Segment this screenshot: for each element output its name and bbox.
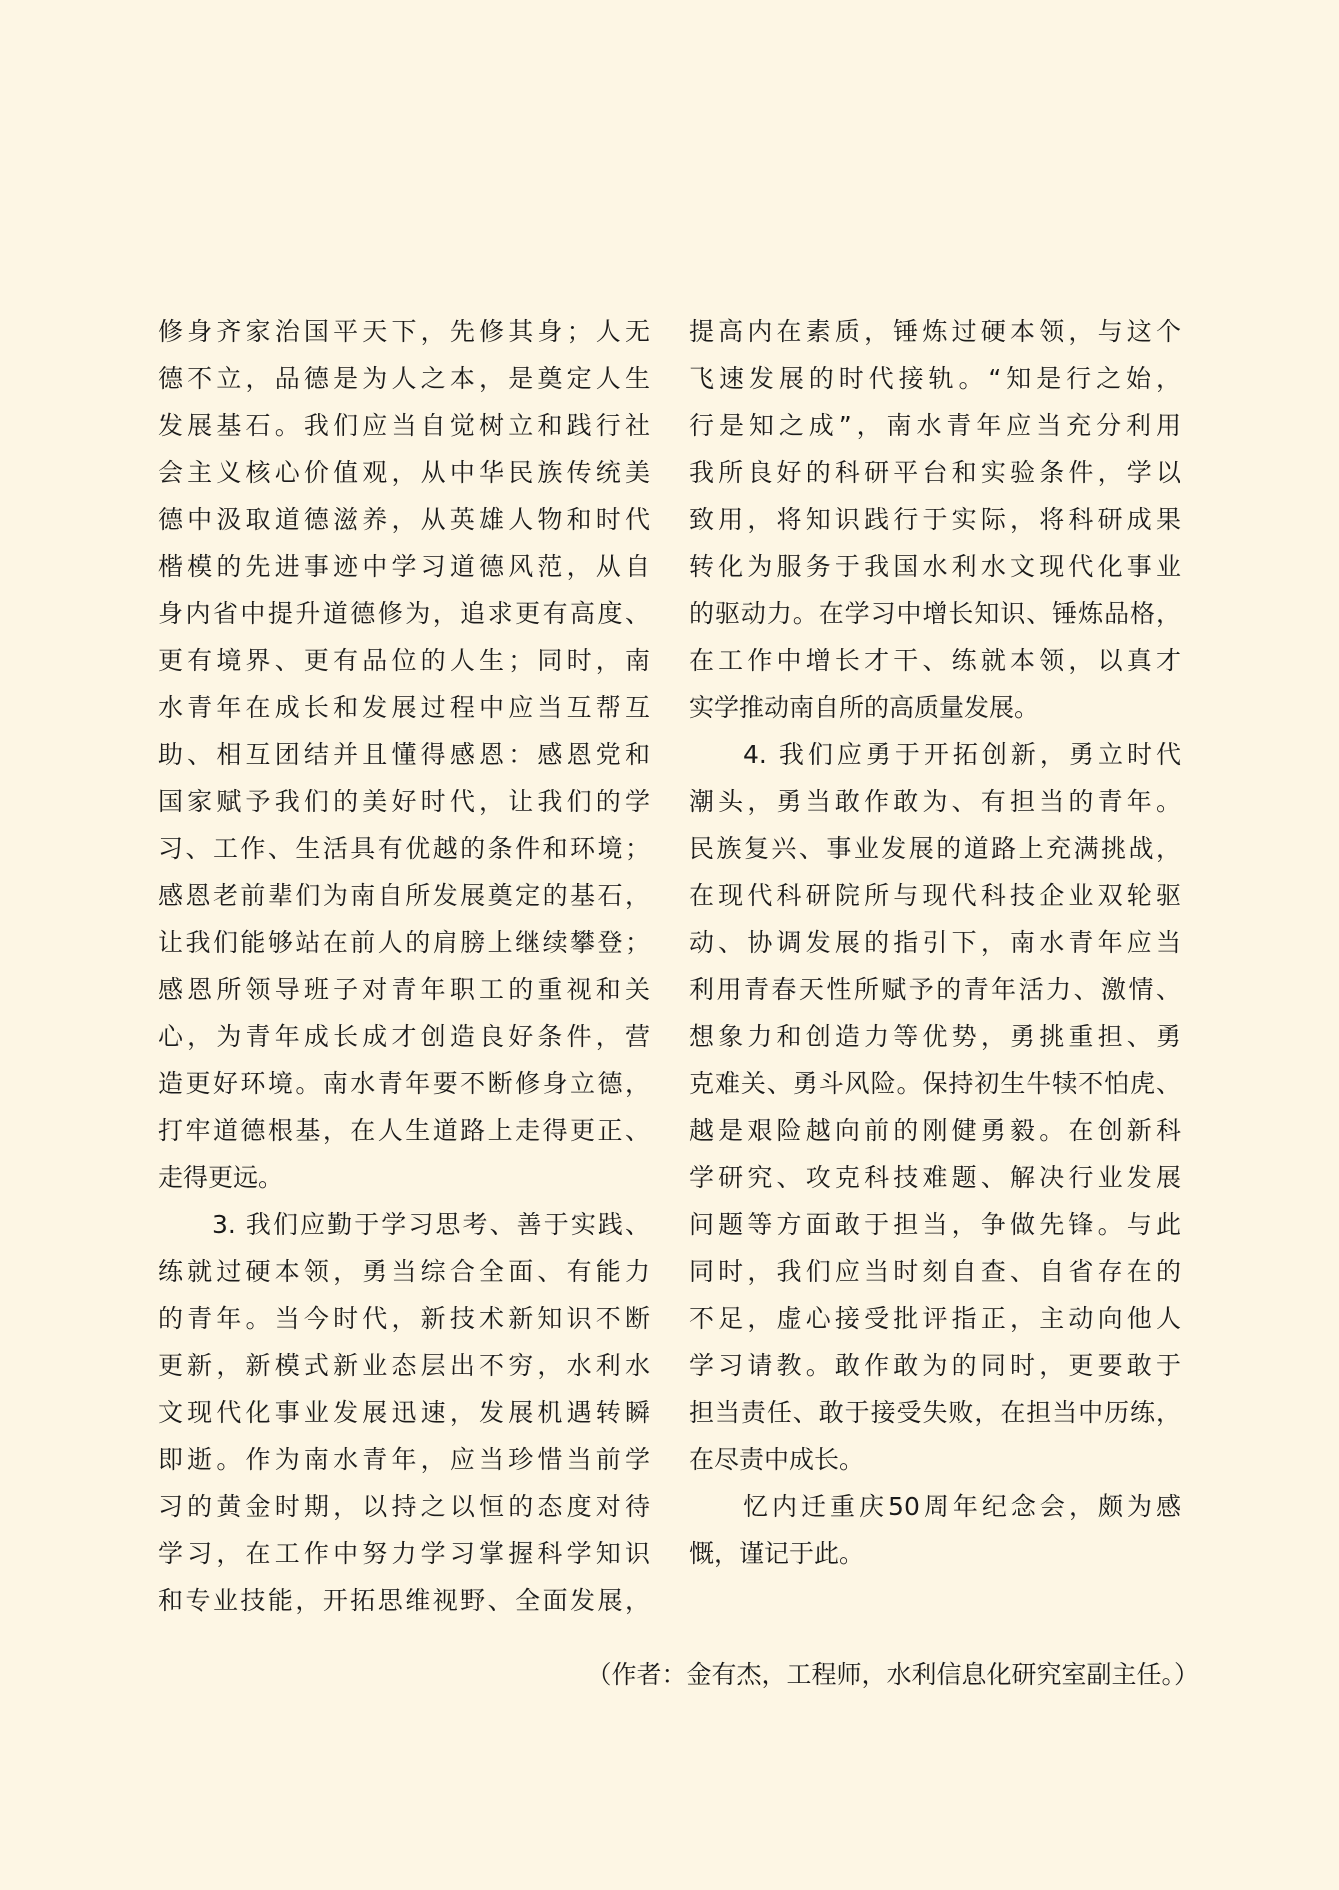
text-line: 练就过硬本领，勇当综合全面、有能力: [158, 1257, 650, 1286]
text-line: 习、工作、生活具有优越的条件和环境；: [158, 834, 650, 863]
text-line: 发展基石。我们应当自觉树立和践行社: [158, 411, 650, 440]
text-line: 感恩老前辈们为南自所发展奠定的基石，: [158, 881, 650, 910]
text-line: 的青年。当今时代，新技术新知识不断: [158, 1304, 650, 1333]
text-line: 身内省中提升道德修为，追求更有高度、: [158, 599, 650, 628]
text-line: 走得更远。: [158, 1163, 284, 1192]
text-line: 动、协调发展的指引下，南水青年应当: [689, 928, 1181, 957]
text-line: 致用，将知识践行于实际，将科研成果: [689, 505, 1181, 534]
text-line: 楷模的先进事迹中学习道德风范，从自: [158, 552, 650, 581]
text-line: 国家赋予我们的美好时代，让我们的学: [158, 787, 650, 816]
text-line: 让我们能够站在前人的肩膀上继续攀登；: [158, 928, 650, 957]
text-line: 不足，虚心接受批评指正，主动向他人: [689, 1304, 1181, 1333]
text-line: 会主义核心价值观，从中华民族传统美: [158, 458, 650, 487]
text-line: 慨，谨记于此。: [689, 1539, 865, 1568]
text-line: 心，为青年成长成才创造良好条件，营: [158, 1022, 650, 1051]
paragraph-3-start: 3. 我们应勤于学习思考、善于实践、: [212, 1210, 650, 1239]
text-line: 在工作中增长才干、练就本领，以真才: [689, 646, 1181, 675]
text-line: 行是知之成”，南水青年应当充分利用: [689, 411, 1181, 440]
text-line: 在现代科研院所与现代科技企业双轮驱: [689, 881, 1181, 910]
text-line: 越是艰险越向前的刚健勇毅。在创新科: [689, 1116, 1181, 1145]
paragraph-4-start: 4. 我们应勇于开拓创新，勇立时代: [743, 740, 1181, 769]
text-line: 学习请教。敢作敢为的同时，更要敢于: [689, 1351, 1181, 1380]
closing-paragraph-start: 忆内迁重庆50周年纪念会，颇为感: [743, 1492, 1181, 1521]
text-line: 助、相互团结并且懂得感恩：感恩党和: [158, 740, 650, 769]
text-line: 即逝。作为南水青年，应当珍惜当前学: [158, 1445, 650, 1474]
text-line: 问题等方面敢于担当，争做先锋。与此: [689, 1210, 1181, 1239]
text-line: 在尽责中成长。: [689, 1445, 865, 1474]
text-line: 感恩所领导班子对青年职工的重视和关: [158, 975, 650, 1004]
text-line: 利用青春天性所赋予的青年活力、激情、: [689, 975, 1181, 1004]
left-text-column: [158, 308, 650, 1624]
text-line: 克难关、勇斗风险。保持初生牛犊不怕虎、: [689, 1069, 1181, 1098]
author-byline: （作者：金有杰，工程师，水利信息化研究室副主任。）: [586, 1660, 1199, 1689]
text-line: 实学推动南自所的高质量发展。: [689, 693, 1040, 722]
text-line: 民族复兴、事业发展的道路上充满挑战，: [689, 834, 1181, 863]
text-line: 修身齐家治国平天下，先修其身；人无: [158, 317, 650, 346]
text-line: 飞速发展的时代接轨。“知是行之始，: [689, 364, 1181, 393]
text-line: 潮头，勇当敢作敢为、有担当的青年。: [689, 787, 1181, 816]
text-line: 造更好环境。南水青年要不断修身立德，: [158, 1069, 650, 1098]
text-line: 习的黄金时期，以持之以恒的态度对待: [158, 1492, 650, 1521]
text-line: 同时，我们应当时刻自查、自省存在的: [689, 1257, 1181, 1286]
text-line: 提高内在素质，锤炼过硬本领，与这个: [689, 317, 1181, 346]
text-line: 担当责任、敢于接受失败，在担当中历练，: [689, 1398, 1181, 1427]
text-line: 学习，在工作中努力学习掌握科学知识: [158, 1539, 650, 1568]
text-line: 和专业技能，开拓思维视野、全面发展，: [158, 1586, 650, 1615]
text-line: 更有境界、更有品位的人生；同时，南: [158, 646, 650, 675]
text-line: 转化为服务于我国水利水文现代化事业: [689, 552, 1181, 581]
text-line: 我所良好的科研平台和实验条件，学以: [689, 458, 1181, 487]
text-line: 水青年在成长和发展过程中应当互帮互: [158, 693, 650, 722]
text-line: 德中汲取道德滋养，从英雄人物和时代: [158, 505, 650, 534]
text-line: 德不立，品德是为人之本，是奠定人生: [158, 364, 650, 393]
text-line: 更新，新模式新业态层出不穷，水利水: [158, 1351, 650, 1380]
text-line: 想象力和创造力等优势，勇挑重担、勇: [689, 1022, 1181, 1051]
right-text-column: [689, 308, 1181, 1577]
text-line: 的驱动力。在学习中增长知识、锤炼品格，: [689, 599, 1181, 628]
text-line: 打牢道德根基，在人生道路上走得更正、: [158, 1116, 650, 1145]
text-line: 学研究、攻克科技难题、解决行业发展: [689, 1163, 1181, 1192]
text-line: 文现代化事业发展迅速，发展机遇转瞬: [158, 1398, 650, 1427]
